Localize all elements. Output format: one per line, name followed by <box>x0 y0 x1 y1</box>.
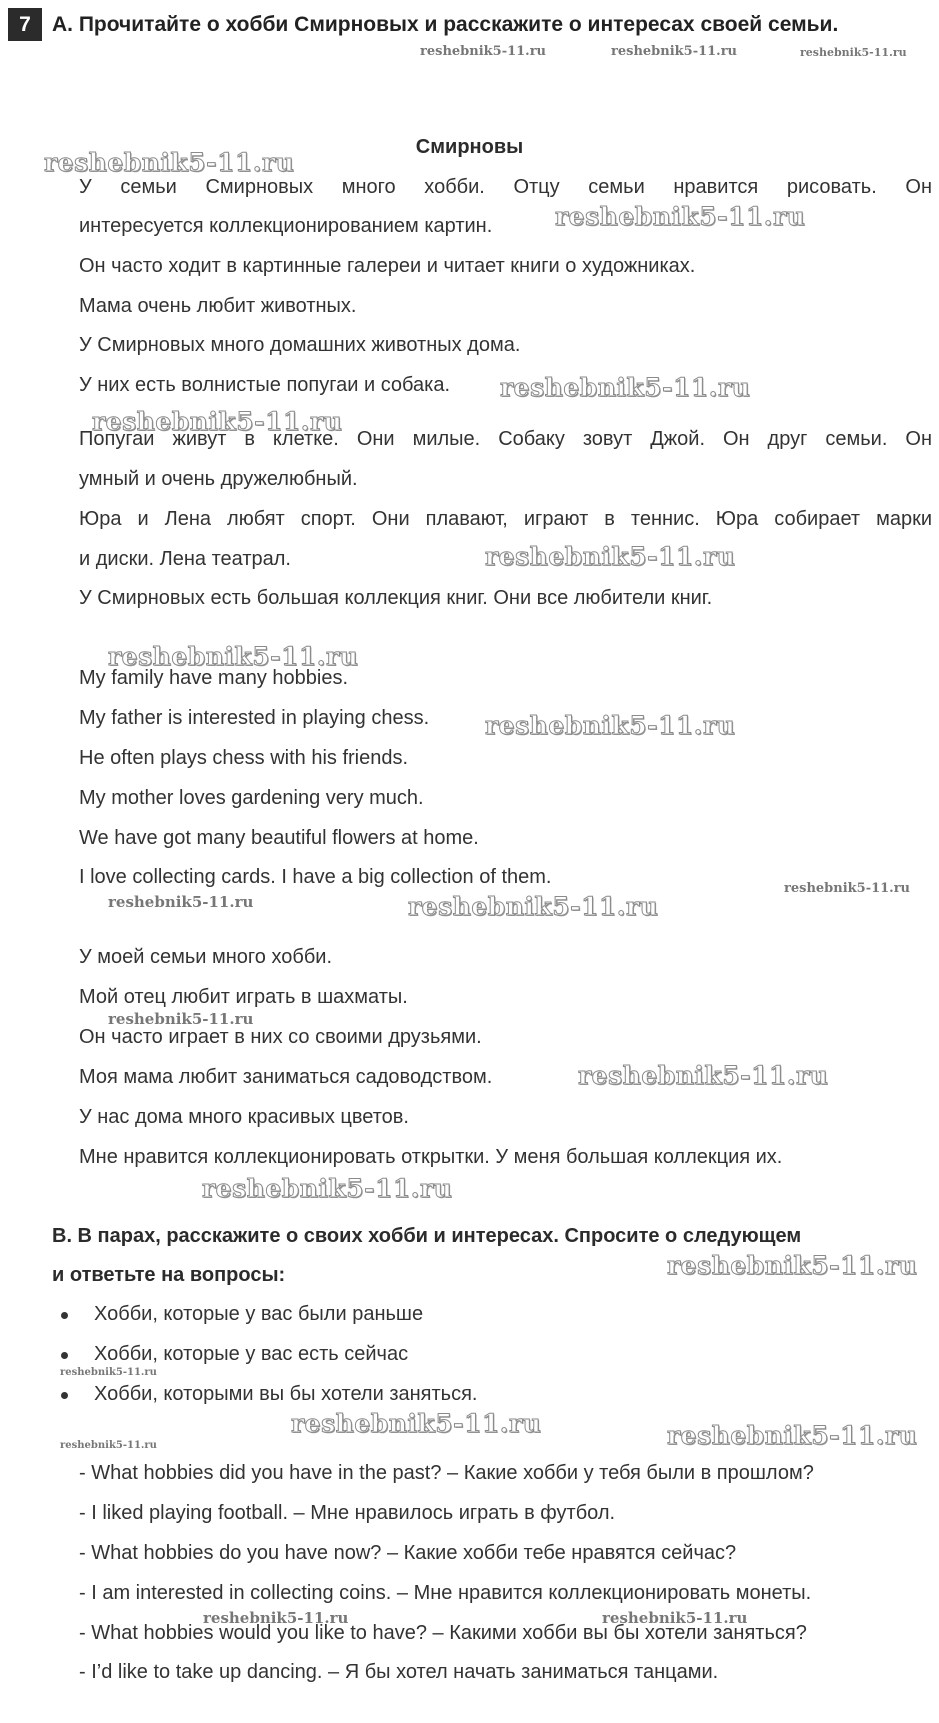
russian-text-line: У Смирновых много домашних животных дома. <box>79 334 521 356</box>
russian-text-line: и диски. Лена театрал. <box>79 548 291 570</box>
russian-text-line: У семьи Смирновых много хобби. Отцу семьи нравится рисовать. Он <box>79 176 932 198</box>
dialogue-line: - What hobbies do you have now? – Какие хобби тебе нравятся сейчас? <box>79 1542 737 1564</box>
bullet-icon <box>61 1352 68 1359</box>
translation-line: Мне нравится коллекционировать открытки. У меня большая коллекция их. <box>79 1146 783 1168</box>
english-text-line: He often plays chess with his friends. <box>79 747 409 769</box>
russian-text-line: Юра и Лена любят спорт. Они плавают, играют в теннис. Юра собирает марки <box>79 508 932 530</box>
bullet-text: Хобби, которые у вас есть сейчас <box>94 1343 409 1365</box>
watermark: reshebnik5-11.ru <box>485 542 736 571</box>
english-text-line: I love collecting cards. I have a big collection of them. <box>79 866 552 888</box>
english-text-line: My father is interested in playing chess. <box>79 707 430 729</box>
translation-line: Мой отец любит играть в шахматы. <box>79 986 408 1008</box>
translation-line: У нас дома много красивых цветов. <box>79 1106 409 1128</box>
watermark: reshebnik5-11.ru <box>784 881 911 896</box>
bullet-item <box>94 1343 408 1366</box>
russian-text-line: У них есть волнистые попугаи и собака. <box>79 374 451 396</box>
exercise-heading-a: А. Прочитайте о хобби Смирновых и расскажите о интересах своей семьи. <box>52 13 839 36</box>
dialogue-line: - What hobbies would you like to have? – Какими хобби вы бы хотели заняться? <box>79 1622 807 1644</box>
bullet-text: Хобби, которыми вы бы хотели заняться. <box>94 1383 478 1405</box>
russian-text-line: Попугаи живут в клетке. Они милые. Собаку зовут Джой. Он друг семьи. Он <box>79 428 932 450</box>
english-text-line: We have got many beautiful flowers at home. <box>79 827 479 849</box>
bullet-icon <box>61 1392 68 1399</box>
russian-text-line: умный и очень дружелюбный. <box>79 468 358 490</box>
translation-line: Моя мама любит заниматься садоводством. <box>79 1066 493 1088</box>
russian-text-line: У Смирновых есть большая коллекция книг. Они все любители книг. <box>79 587 713 609</box>
dialogue-line: - I liked playing football. – Мне нравилось играть в футбол. <box>79 1502 616 1524</box>
watermark: reshebnik5-11.ru <box>408 892 659 921</box>
translation-line: Он часто играет в них со своими друзьями. <box>79 1026 482 1048</box>
watermark: reshebnik5-11.ru <box>203 1609 349 1627</box>
watermark: reshebnik5-11.ru <box>44 148 295 177</box>
watermark: reshebnik5-11.ru <box>611 44 738 59</box>
watermark: reshebnik5-11.ru <box>578 1061 829 1090</box>
english-text-line: My mother loves gardening very much. <box>79 787 424 809</box>
translation-line: У моей семьи много хобби. <box>79 946 332 968</box>
watermark: reshebnik5-11.ru <box>60 1440 157 1451</box>
watermark: reshebnik5-11.ru <box>291 1409 542 1438</box>
watermark: reshebnik5-11.ru <box>108 1010 254 1028</box>
bullet-item <box>94 1383 477 1406</box>
watermark: reshebnik5-11.ru <box>667 1251 918 1280</box>
russian-text-line: Он часто ходит в картинные галереи и читает книги о художниках. <box>79 255 696 277</box>
bullet-item <box>94 1303 423 1326</box>
watermark: reshebnik5-11.ru <box>92 407 343 436</box>
english-text-line: My family have many hobbies. <box>79 667 349 689</box>
bullet-icon <box>61 1312 68 1319</box>
dialogue-line: - I am interested in collecting coins. – Мне нравится коллекционировать монеты. <box>79 1582 812 1604</box>
bullet-text: Хобби, которые у вас были раньше <box>94 1303 424 1325</box>
section-b-heading: В. В парах, расскажите о своих хобби и интересах. Спросите о следующем <box>52 1225 802 1247</box>
watermark: reshebnik5-11.ru <box>800 46 907 59</box>
dialogue-line: - What hobbies did you have in the past? – Какие хобби у тебя были в прошлом? <box>79 1462 814 1484</box>
watermark: reshebnik5-11.ru <box>202 1174 453 1203</box>
watermark: reshebnik5-11.ru <box>602 1609 748 1627</box>
russian-text-line: интересуется коллекционированием картин. <box>79 215 493 237</box>
russian-text-line: Мама очень любит животных. <box>79 295 357 317</box>
watermark: reshebnik5-11.ru <box>108 642 359 671</box>
watermark: reshebnik5-11.ru <box>108 893 254 911</box>
dialogue-line: - I’d like to take up dancing. – Я бы хотел начать заниматься танцами. <box>79 1661 719 1683</box>
watermark: reshebnik5-11.ru <box>420 44 547 59</box>
section-b-heading: и ответьте на вопросы: <box>52 1264 286 1286</box>
exercise-number: 7 <box>8 8 42 41</box>
watermark: reshebnik5-11.ru <box>500 373 751 402</box>
watermark: reshebnik5-11.ru <box>555 202 806 231</box>
watermark: reshebnik5-11.ru <box>60 1367 157 1378</box>
text-title: Смирновы <box>415 136 524 158</box>
watermark: reshebnik5-11.ru <box>667 1421 918 1450</box>
watermark: reshebnik5-11.ru <box>485 711 736 740</box>
